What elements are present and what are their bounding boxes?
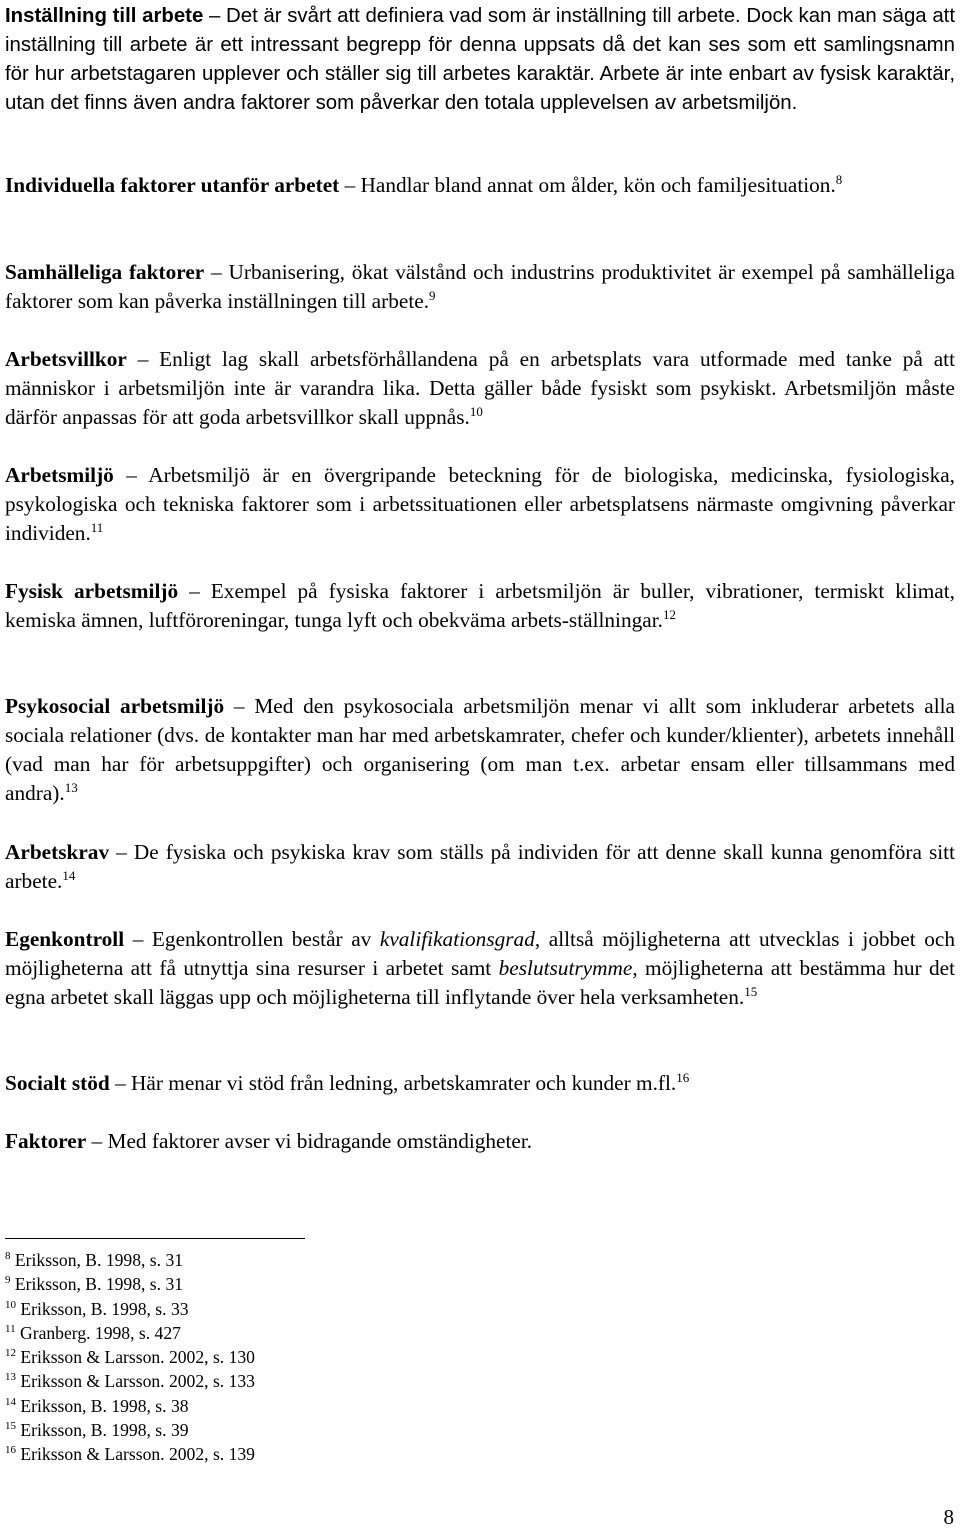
footnote-number: 10: [5, 1298, 16, 1311]
separator: –: [203, 5, 227, 27]
footnote-number: 13: [5, 1371, 16, 1384]
body-text: Enligt lag skall arbetsförhållandena på en arbetsplats vara utformade med tanke på att människor i arbetsmiljön inte är varandra lika. Detta gäller både fysiskt som psykiskt. Arbetsmiljön måste därför anpassas för att goda arbetsvillkor skall uppnås.: [5, 347, 955, 429]
footnote-item: [5, 1321, 605, 1345]
footnote-text: Eriksson, B. 1998, s. 38: [20, 1395, 189, 1416]
body-text: Med faktorer avser vi bidragande omständigheter.: [107, 1129, 533, 1153]
separator: –: [339, 173, 361, 197]
term-socialt-stod: Socialt stöd: [5, 1071, 110, 1095]
footnote-item: [5, 1248, 605, 1272]
paragraph-installning: [5, 2, 955, 118]
paragraph-socialt-stod: [5, 1069, 955, 1098]
body-text: Exempel på fysiska faktorer i arbetsmiljön är buller, vibrationer, termiskt klimat, kemiska ämnen, luftföroreningar, tunga lyft och obekväma arbets-ställningar.: [5, 579, 955, 632]
body-text: Arbetsmiljö är en övergripande beteckning för de biologiska, medicinska, fysiologiska, psykologiska och tekniska faktorer som i arbetssituationen eller arbetsplatsens närmaste omgivning påverkar individen.: [5, 463, 956, 545]
footnote-number: 15: [5, 1419, 16, 1432]
separator: –: [113, 463, 149, 487]
term-fysisk-arbetsmiljo: Fysisk arbetsmiljö: [5, 579, 179, 603]
footnote-ref: 8: [835, 172, 843, 188]
footnote-number: 14: [5, 1395, 16, 1408]
term-egenkontroll: Egenkontroll: [5, 927, 125, 951]
term-arbetsvillkor: Arbetsvillkor: [5, 347, 127, 371]
body-text: Urbanisering, ökat välstånd och industrins produktivitet är exempel på samhälleliga faktorer som kan påverka inställningen till arbete.: [5, 260, 956, 313]
footnote-item: [5, 1418, 605, 1442]
footnote-separator: [5, 1238, 305, 1239]
footnote-number: 16: [5, 1444, 16, 1457]
italic-term-kvalifikationsgrad: kvalifikationsgrad: [379, 927, 535, 951]
footnote-number: 9: [5, 1274, 11, 1287]
body-text: , alltså möjligheterna att utvecklas i jobbet och möjligheterna att få utnyttja sina resurser i arbetet samt: [5, 927, 955, 980]
body-text: Det är svårt att definiera vad som är inställning till arbete. Dock kan man säga att inställning till arbete är ett intressant begrepp för denna uppsats då det kan ses som ett samlingsnamn för hur arbetstagaren upplever och ställer sig till arbetes karaktär. Arbete är inte enbart av fysisk karaktär, utan det finns även andra faktorer som påverkar den totala upplevelsen av arbetsmiljön.: [5, 5, 955, 114]
paragraph-egenkontroll: [5, 925, 955, 1012]
separator: –: [109, 840, 134, 864]
body-text: Handlar bland annat om ålder, kön och familjesituation.: [360, 173, 836, 197]
body-text: Här menar vi stöd från ledning, arbetskamrater och kunder m.fl.: [131, 1071, 677, 1095]
footnote-number: 8: [5, 1249, 11, 1262]
body-text: Egenkontrollen består av: [151, 927, 380, 951]
footnote-item: [5, 1369, 605, 1393]
term-psykosocial-arbetsmiljo: Psykosocial arbetsmiljö: [5, 694, 225, 718]
term-faktorer: Faktorer: [5, 1129, 87, 1153]
footnote-item: [5, 1394, 605, 1418]
footnote-number: 11: [5, 1322, 16, 1335]
footnote-item: [5, 1272, 605, 1296]
separator: –: [86, 1129, 108, 1153]
term-arbetsmiljo: Arbetsmiljö: [5, 463, 114, 487]
footnote-text: Eriksson, B. 1998, s. 33: [20, 1298, 189, 1319]
paragraph-arbetsmiljo: [5, 461, 955, 548]
separator: –: [126, 347, 160, 371]
term-arbetskrav: Arbetskrav: [5, 840, 110, 864]
footnote-text: Eriksson & Larsson. 2002, s. 139: [20, 1444, 255, 1465]
footnote-text: Eriksson & Larsson. 2002, s. 133: [20, 1371, 255, 1392]
footnote-ref: 15: [744, 984, 758, 1000]
paragraph-psykosocial-arbetsmiljo: [5, 692, 955, 808]
paragraph-samhalleliga-faktorer: [5, 258, 955, 316]
separator: –: [204, 260, 229, 284]
footnote-ref: 10: [469, 404, 483, 420]
footnote-ref: 16: [676, 1070, 690, 1086]
separator: –: [224, 694, 255, 718]
footnote-ref: 9: [429, 288, 436, 304]
body-text: Med den psykosociala arbetsmiljön menar vi allt som inkluderar arbetets alla sociala relationer (dvs. de kontakter man har med arbetskamrater, chefer och kunder/klienter), arbetets innehåll (vad man har för arbetsuppgifter) och organisering (om man t.ex. arbetar ensam eller tillsammans med andra).: [5, 694, 956, 805]
separator: –: [178, 579, 211, 603]
page-number: 8: [943, 1505, 954, 1529]
footnote-number: 12: [5, 1347, 16, 1360]
footnote-ref: 14: [62, 868, 76, 884]
footnote-text: Eriksson & Larsson. 2002, s. 130: [20, 1347, 255, 1368]
body-text: De fysiska och psykiska krav som ställs på individen för att denne skall kunna genomföra sitt arbete.: [5, 840, 955, 893]
footnote-ref: 11: [90, 520, 104, 536]
term-samhalleliga-faktorer: Samhälleliga faktorer: [5, 260, 205, 284]
footnote-ref: 13: [64, 780, 78, 796]
footnote-item: [5, 1442, 605, 1466]
separator: –: [109, 1071, 132, 1095]
footnote-list: [5, 1248, 605, 1467]
footnote-text: Eriksson, B. 1998, s. 31: [14, 1274, 184, 1295]
term-installning: Inställning till arbete: [5, 5, 204, 27]
footnote-text: Eriksson, B. 1998, s. 39: [20, 1420, 189, 1441]
term-individuella-faktorer: Individuella faktorer utanför arbetet: [5, 173, 340, 197]
italic-term-beslutsutrymme: beslutsutrymme: [498, 956, 633, 980]
paragraph-arbetskrav: [5, 838, 955, 896]
paragraph-arbetsvillkor: [5, 345, 955, 432]
footnote-item: [5, 1345, 605, 1369]
footnote-text: Granberg. 1998, s. 427: [20, 1322, 181, 1343]
footnote-ref: 12: [662, 607, 676, 623]
separator: –: [124, 927, 152, 951]
paragraph-faktorer: [5, 1127, 955, 1156]
footnote-item: [5, 1297, 605, 1321]
footnote-text: Eriksson, B. 1998, s. 31: [14, 1250, 184, 1270]
body-text: , möjligheterna att bestämma hur det egna arbetet skall läggas upp och möjligheterna till inflytande över hela verksamheten.: [5, 956, 956, 1009]
paragraph-fysisk-arbetsmiljo: [5, 577, 955, 635]
paragraph-individuella-faktorer: [5, 171, 955, 200]
